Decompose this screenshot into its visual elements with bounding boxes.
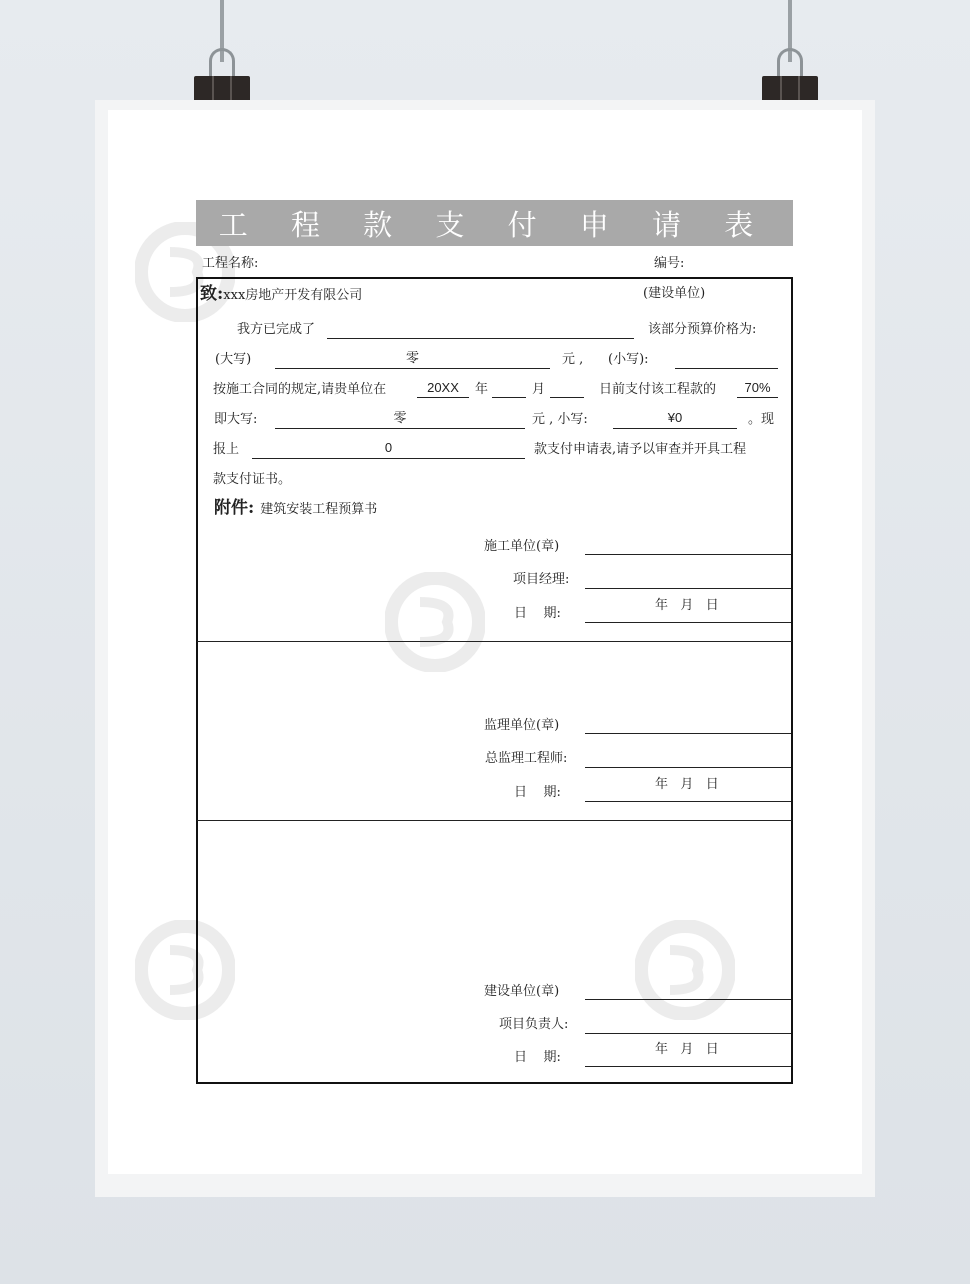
attachment-value: 建筑安装工程预算书 [260,502,378,517]
line1-suffix: 该部分预算价格为: [648,322,757,337]
contractor-unit-label: 施工单位(章) [484,539,560,554]
contract-text: 按施工合同的规定,请贵单位在 [213,382,387,397]
binder-clip-right [762,48,818,108]
owner-paren: (建设单位) [643,286,706,301]
section-divider [197,820,792,821]
owner-person-label: 项目负责人: [499,1017,569,1032]
owner-date-label: 日 期: [514,1050,561,1065]
day-text: 日前支付该工程款的 [599,382,717,397]
baoshang-label: 报上 [213,442,240,457]
xiaoxie-label: (小写): [608,352,649,367]
daxie-label: (大写) [215,352,252,367]
form-frame [196,277,793,1084]
daxie-value: 零 [405,350,419,365]
supervisor-unit-label: 监理单位(章) [484,718,560,733]
supervisor-person-underline [585,767,791,768]
serial-label: 编号: [654,256,685,271]
supervisor-date-value: 年 月 日 [655,777,719,792]
to-label: 致: [200,284,224,304]
year-value: 20XX [427,380,459,395]
month-label: 月 [532,382,546,397]
request-text: 款支付申请表,请予以审查并开具工程 [534,442,747,457]
project-name-label: 工程名称: [202,256,259,271]
contractor-date-value: 年 月 日 [655,598,719,613]
to-value: xxx房地产开发有限公司 [223,288,363,303]
percent-underline [737,397,778,398]
jidaxie-underline [275,428,525,429]
month-underline [492,397,526,398]
baoshang-value: 0 [384,440,393,455]
contractor-person-label: 项目经理: [513,572,570,587]
contractor-unit-underline [585,554,791,555]
yuan-small-label: 元 , 小写: [532,412,588,427]
contractor-date-underline [585,622,791,623]
year-underline [417,397,469,398]
binder-clip-left [194,48,250,108]
supervisor-date-label: 日 期: [514,785,561,800]
form-title: 工 程 款 支 付 申 请 表 [196,200,793,246]
xian-label: 。现 [748,412,775,427]
baoshang-underline [252,458,525,459]
small-amount: ¥0 [667,410,683,425]
small-amount-underline [613,428,737,429]
to-row [200,286,362,304]
yuan-label: 元 , [562,352,584,367]
supervisor-date-underline [585,801,791,802]
jidaxie-value: 零 [393,410,407,425]
contractor-person-underline [585,588,791,589]
owner-unit-label: 建设单位(章) [484,984,560,999]
daxie-underline [275,368,550,369]
year-label: 年 [475,382,489,397]
owner-unit-underline [585,999,791,1000]
attachment-label: 附件: [214,498,255,518]
owner-person-underline [585,1033,791,1034]
line1-prefix: 我方已完成了 [237,322,316,337]
certificate-text: 款支付证书。 [213,472,292,487]
xiaoxie-underline [675,368,778,369]
work-underline [327,338,634,339]
owner-date-value: 年 月 日 [655,1042,719,1057]
jidaxie-label: 即大写: [214,412,258,427]
owner-date-underline [585,1066,791,1067]
supervisor-person-label: 总监理工程师: [485,751,568,766]
day-underline [550,397,584,398]
percent-value: 70% [744,380,771,395]
section-divider [197,641,792,642]
supervisor-unit-underline [585,733,791,734]
attachment-row [214,500,377,518]
contractor-date-label: 日 期: [514,606,561,621]
